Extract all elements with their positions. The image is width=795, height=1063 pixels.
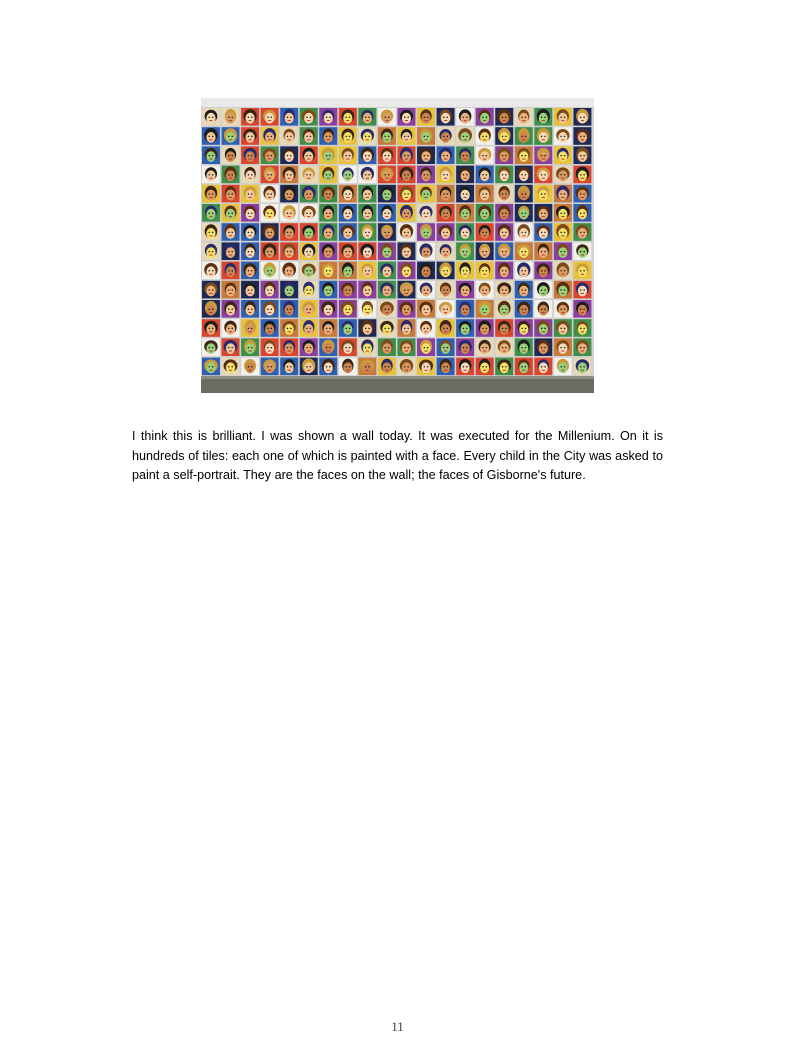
- mural-photo: [201, 98, 594, 393]
- body-paragraph: I think this is brilliant. I was shown a wall today. It was executed for the Millenium. On it is hundreds of tiles: each one of which is painted with a face. Every child in the City was asked to paint a self-portrait. They are the faces on the wall; the faces of Gisborne's future.: [132, 429, 663, 483]
- ground-strip: [201, 378, 594, 393]
- wall-top-strip: [201, 98, 594, 107]
- page-number: 11: [391, 1019, 404, 1034]
